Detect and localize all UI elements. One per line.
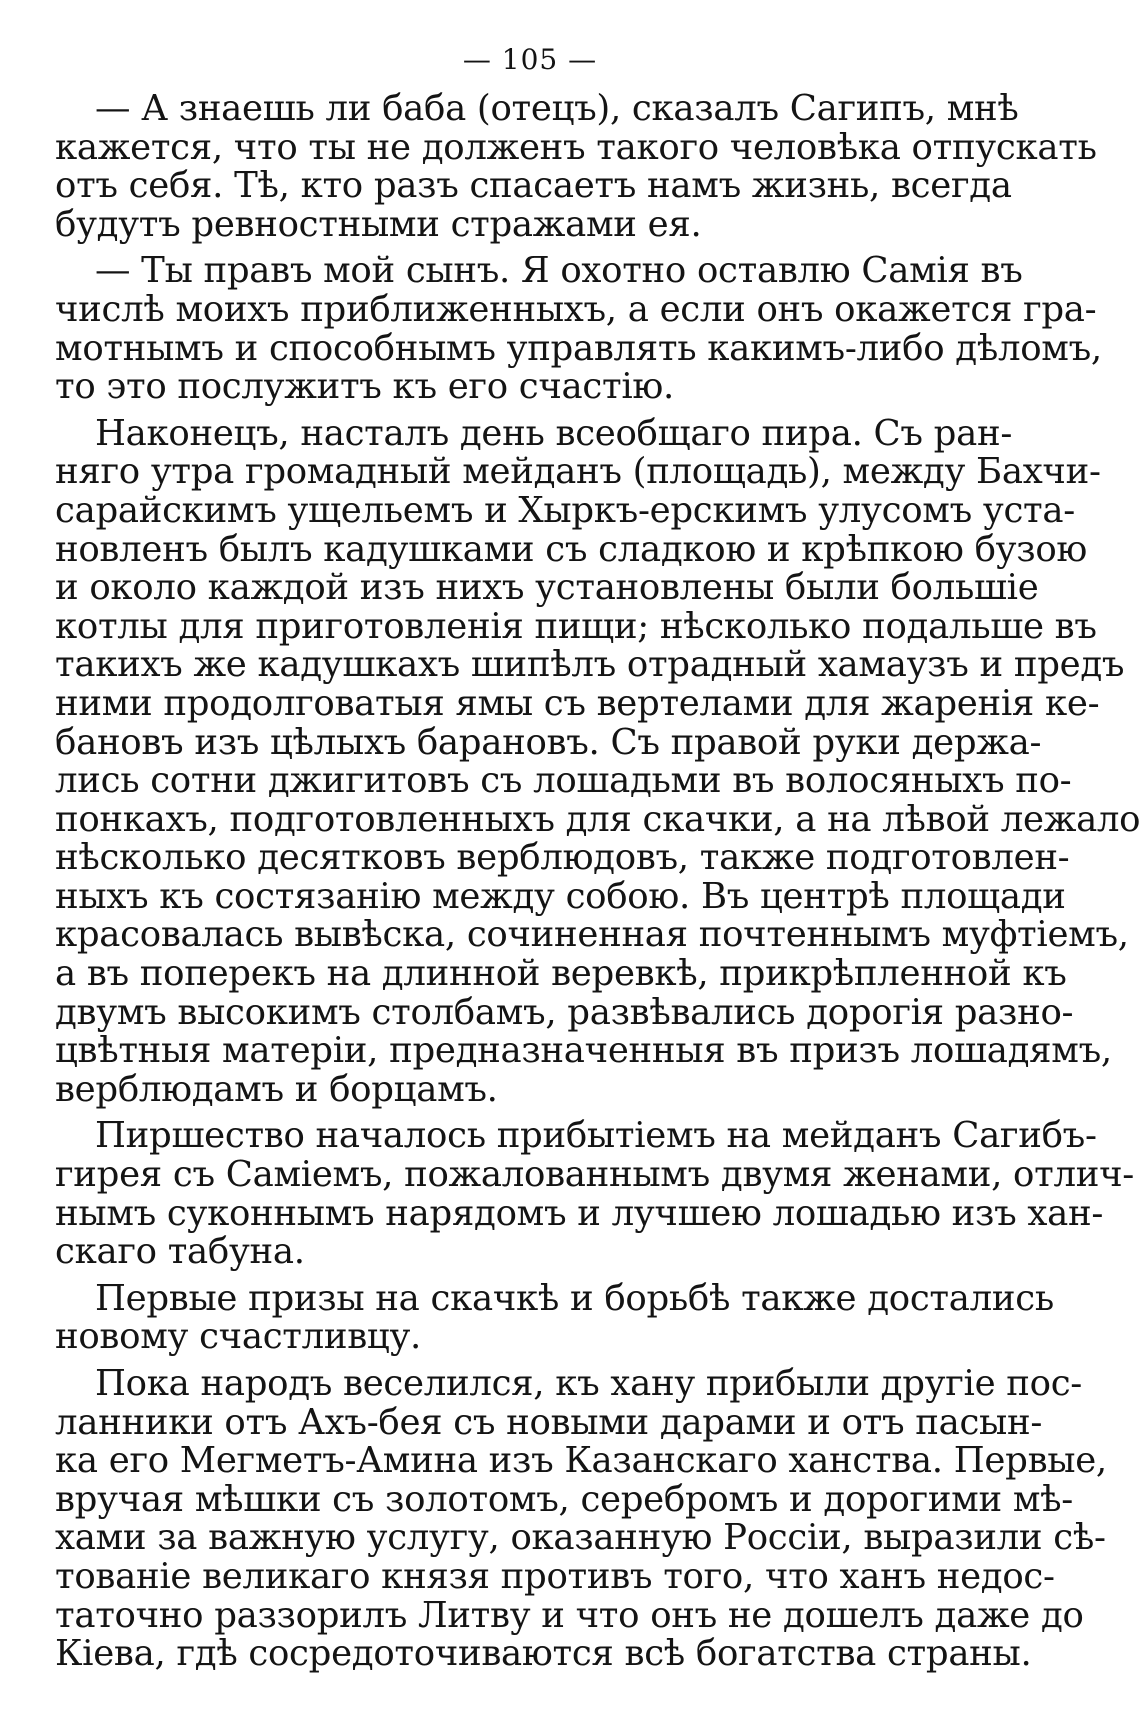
paragraph <box>55 1277 1054 1358</box>
text-line: мотнымъ и способнымъ управлять какимъ-либо дѣломъ, <box>55 327 1102 369</box>
text-line: и около каждой изъ нихъ установлены были большіе <box>55 567 1039 609</box>
text-line: новленъ былъ кадушками съ сладкою и крѣпкою бузою <box>55 528 1088 570</box>
text-line: ныхъ къ состязанію между собою. Въ центрѣ площади <box>55 875 1066 917</box>
text-line: сарайскимъ ущельемъ и Хыркъ-ерскимъ улусомъ уста- <box>55 489 1075 531</box>
text-line: хами за важную услугу, оказанную Россіи, выразили сѣ- <box>55 1517 1106 1559</box>
text-line: Кіева, гдѣ сосредоточиваются всѣ богатства страны. <box>55 1633 1032 1675</box>
text-line: скаго табуна. <box>55 1231 305 1273</box>
text-line: Пиршество началось прибытіемъ на мейданъ Сагибъ- <box>95 1115 1097 1157</box>
paragraph <box>55 1115 1134 1273</box>
text-line: а въ поперекъ на длинной веревкѣ, прикрѣпленной къ <box>55 953 1067 995</box>
text-line: нымъ суконнымъ нарядомъ и лучшею лошадью изъ хан- <box>55 1192 1104 1234</box>
text-line: котлы для приготовленія пищи; нѣсколько подальше въ <box>55 605 1097 647</box>
text-line: Наконецъ, насталъ день всеобщаго пира. Съ ран- <box>95 412 1013 454</box>
text-line: то это послужитъ къ его счастію. <box>55 366 674 408</box>
text-line: Пока народъ веселился, къ хану прибыли другіе пос- <box>95 1363 1082 1404</box>
book-page <box>55 40 1140 1682</box>
text-line: новому счастливцу. <box>55 1316 422 1358</box>
text-line: гирея съ Саміемъ, пожалованнымъ двумя женами, отлич- <box>55 1154 1134 1196</box>
text-line: ланники отъ Ахъ-бея съ новыми дарами и отъ пасын- <box>55 1401 1043 1443</box>
text-line: верблюдамъ и борцамъ. <box>55 1068 498 1110</box>
text-line: числѣ моихъ приближенныхъ, а если онъ окажется гра- <box>55 288 1097 330</box>
text-line: кажется, что ты не долженъ такого человѣка отпускать <box>55 126 1097 168</box>
page-number: — 105 — <box>462 43 598 76</box>
text-line: ка его Мегметъ-Амина изъ Казанскаго ханства. Первые, <box>55 1440 1107 1482</box>
paragraph <box>55 88 1097 245</box>
text-line: бановъ изъ цѣлыхъ барановъ. Съ правой руки держа- <box>55 721 1042 763</box>
paragraph <box>55 1363 1107 1675</box>
text-line: — Ты правъ мой сынъ. Я охотно оставлю Самія въ <box>95 250 1023 292</box>
text-line: вручая мѣшки съ золотомъ, серебромъ и дорогими мѣ- <box>55 1478 1073 1520</box>
text-line: Первые призы на скачкѣ и борьбѣ также достались <box>95 1277 1054 1319</box>
text-line: цвѣтныя матеріи, предназначенныя въ призъ лошадямъ, <box>55 1030 1112 1072</box>
page-text <box>55 88 1140 1675</box>
text-line: будутъ ревностными стражами ея. <box>55 203 702 245</box>
text-line: няго утра громадный мейданъ (площадь), между Бахчи- <box>55 451 1101 493</box>
text-line: ними продолговатыя ямы съ вертелами для жаренія ке- <box>55 682 1100 724</box>
text-line: таточно раззорилъ Литву и что онъ не дошелъ даже до <box>55 1594 1084 1636</box>
text-line: такихъ же кадушкахъ шипѣлъ отрадный хамаузъ и предъ <box>55 644 1125 686</box>
text-line: — А знаешь ли баба (отецъ), сказалъ Сагипъ, мнѣ <box>95 88 1019 129</box>
text-line: красовалась вывѣска, сочиненная почтеннымъ муфтіемъ, <box>55 914 1129 956</box>
text-line: лись сотни джигитовъ съ лошадьми въ волосяныхъ по- <box>55 760 1072 802</box>
text-line: отъ себя. Тѣ, кто разъ спасаетъ намъ жизнь, всегда <box>55 165 1012 207</box>
paragraph <box>55 250 1102 408</box>
text-line: нѣсколько десятковъ верблюдовъ, также подготовлен- <box>55 837 1070 879</box>
paragraph <box>55 412 1140 1110</box>
text-line: двумъ высокимъ столбамъ, развѣвались дорогія разно- <box>55 991 1074 1033</box>
text-line: тованіе великаго князя противъ того, что ханъ недос- <box>55 1555 1055 1597</box>
text-line: понкахъ, подготовленныхъ для скачки, а на лѣвой лежало <box>55 798 1140 840</box>
